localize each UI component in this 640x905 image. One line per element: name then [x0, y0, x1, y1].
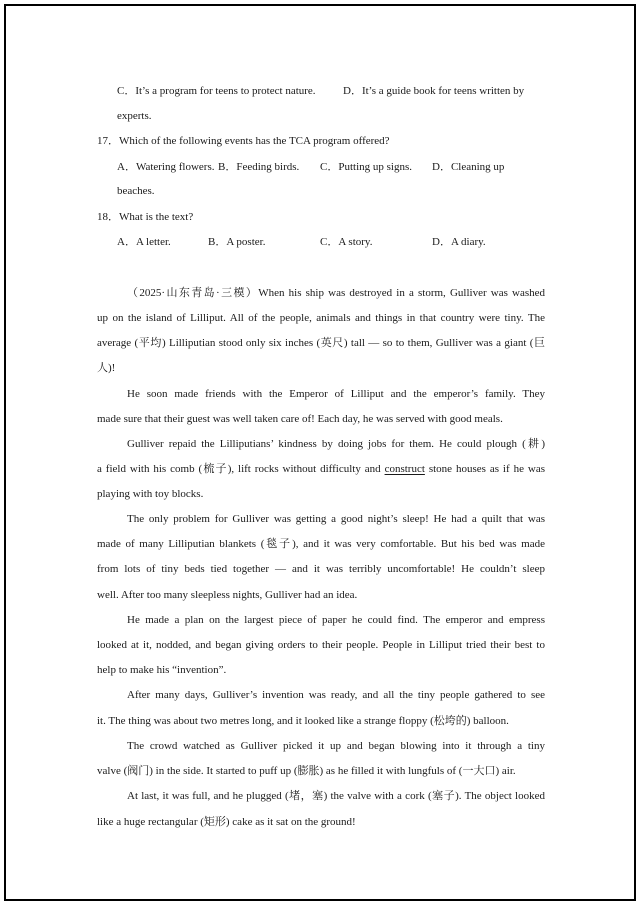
passage-p6-line2: it. The thing was about two metres long, and it looked like a strange floppy (松垮的) balloon.: [97, 715, 509, 727]
passage-p8-line1: At last, it was full, and he plugged (堵，塞) the valve with a cork (塞子). The object looked: [127, 790, 545, 802]
q18-option-c: C．A story.: [320, 236, 373, 248]
passage-p8-line2: like a huge rectangular (矩形) cake as it sat on the ground!: [97, 816, 356, 828]
passage-p5-line2: looked at it, nodded, and began giving orders to their people. People in Lilliput tried their best to: [97, 639, 545, 651]
q17-option-d-continued: beaches.: [117, 185, 155, 197]
passage-p4-line2: made of many Lilliputian blankets (毯子), and it was very comfortable. But his bed was made: [97, 538, 545, 550]
passage-p3-line3: playing with toy blocks.: [97, 488, 204, 500]
q17-stem: 17．Which of the following events has the TCA program offered?: [97, 135, 390, 147]
q18-stem: 18．What is the text?: [97, 211, 194, 223]
passage-p4-line4: well. After too many sleepless nights, Gulliver had an idea.: [97, 589, 358, 601]
q16-option-c: C．It’s a program for teens to protect nature.: [117, 85, 316, 97]
passage-p1-line2: up on the island of Lilliput. All of the people, animals and things in that country were tiny. The: [97, 312, 545, 324]
passage-p5-line1: He made a plan on the largest piece of paper he could find. The emperor and empress: [127, 614, 545, 626]
q16-option-d-continued: experts.: [117, 110, 152, 122]
passage-p2-line1: He soon made friends with the Emperor of Lilliput and the emperor’s family. They: [127, 388, 545, 400]
passage-p3-line2-end: stone houses as if he was: [424, 463, 545, 475]
passage-p7-line2: valve (阀门) in the side. It started to puff up (膨胀) as he filled it with lungfuls of (一大口) air.: [97, 765, 516, 777]
passage-p3-line2: [97, 462, 545, 476]
passage-p3-line2-start: a field with his comb (梳子), lift rocks without difficulty and: [97, 463, 385, 475]
q18-option-d: D．A diary.: [432, 236, 486, 248]
passage-p1-line4: 人)!: [97, 362, 116, 374]
q18-option-a: A．A letter.: [117, 236, 171, 248]
q17-option-c: C．Putting up signs.: [320, 161, 412, 173]
passage-p4-line3: from lots of tiny beds tied together — and it was terribly uncomfortable! He couldn’t sleep: [97, 563, 545, 575]
passage-p1-line1: （2025·山东青岛·三模）When his ship was destroyed in a storm, Gulliver was washed: [127, 287, 545, 299]
q16-option-d: D．It’s a guide book for teens written by: [343, 85, 525, 97]
passage-p6-line1: After many days, Gulliver’s invention was ready, and all the tiny people gathered to see: [127, 689, 545, 701]
passage-p2-line2: made sure that their guest was well taken care of! Each day, he was served with good meals.: [97, 413, 503, 425]
passage-p1-line3: average (平均) Lilliputian stood only six inches (英尺) tall — so to them, Gulliver was a giant (巨: [97, 337, 545, 349]
q17-option-a: A．Watering flowers.: [117, 161, 215, 173]
passage-p3-line1: Gulliver repaid the Lilliputians’ kindness by doing jobs for them. He could plough (耕): [127, 438, 545, 450]
q17-option-d: D．Cleaning up: [432, 161, 505, 173]
passage-p5-line3: help to make his “invention”.: [97, 664, 227, 676]
passage-p7-line1: The crowd watched as Gulliver picked it up and began blowing into it through a tiny: [127, 740, 545, 752]
passage-p4-line1: The only problem for Gulliver was getting a good night’s sleep! He had a quilt that was: [127, 513, 545, 525]
underlined-word-construct: construct: [384, 463, 425, 475]
q17-option-b: B．Feeding birds.: [218, 161, 300, 173]
q18-option-b: B．A poster.: [208, 236, 266, 248]
